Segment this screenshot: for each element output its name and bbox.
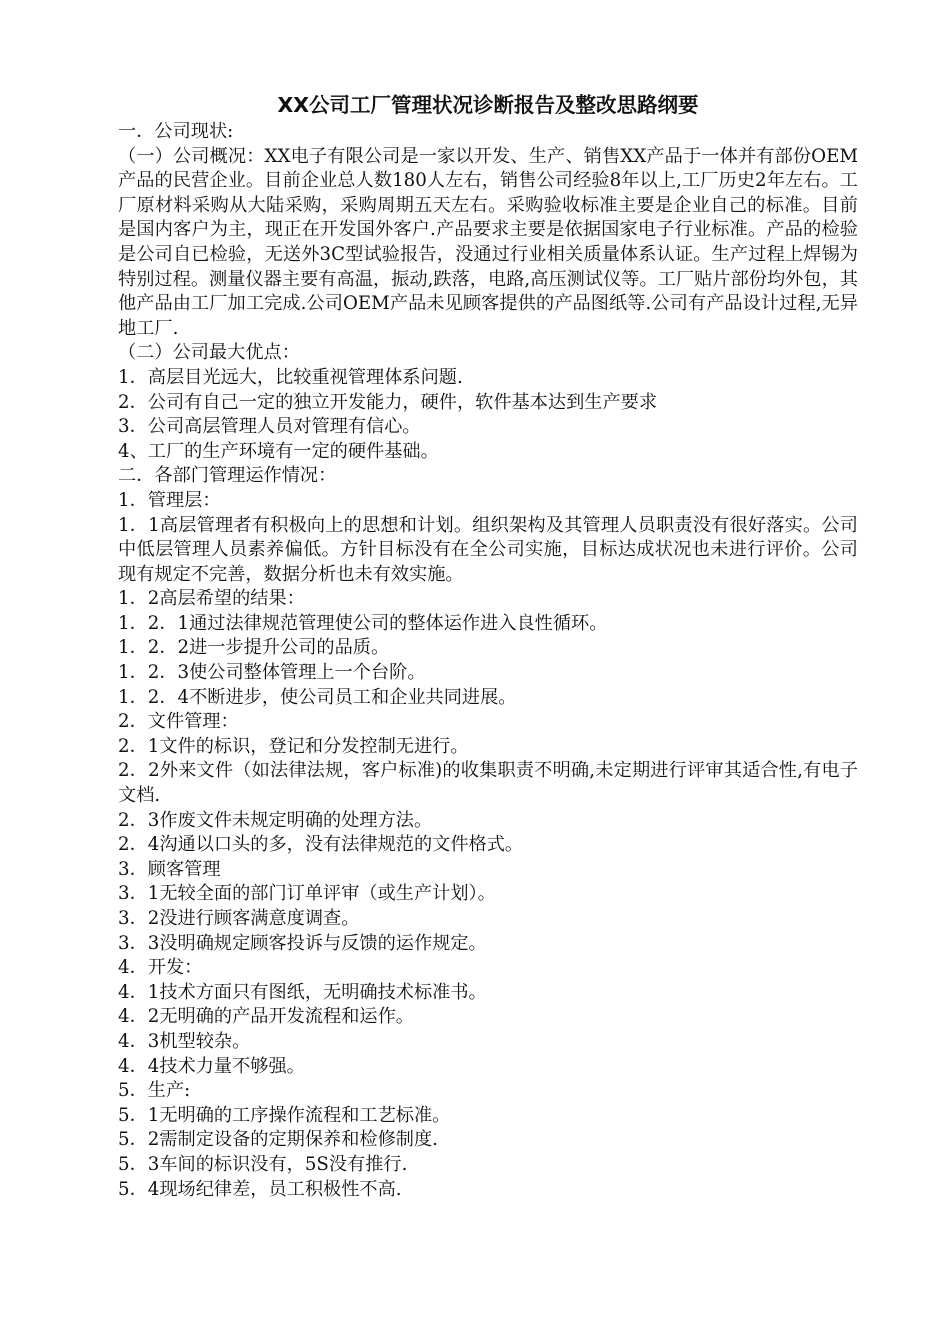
- text-line: 2．3作废文件未规定明确的处理方法。: [118, 809, 433, 831]
- text-line: 4．3机型较杂。: [118, 1030, 251, 1052]
- paragraph: 2．2外来文件（如法律法规，客户标准)的收集职责不明确,未定期进行评审其适合性,有电子文档.: [118, 760, 858, 807]
- text-line: 1．2．4不断进步，使公司员工和企业共同进展。: [118, 686, 517, 708]
- text-line: 1．2．1通过法律规范管理使公司的整体运作进入良性循环。: [118, 612, 608, 634]
- text-line: 1．2．3使公司整体管理上一个台阶。: [118, 662, 426, 684]
- text-line: 一．公司现状:: [118, 121, 234, 142]
- text-line: 4．4技术力量不够强。: [118, 1055, 305, 1077]
- text-line: 1．2．2进一步提升公司的品质。: [118, 637, 390, 659]
- text-line: 3．1无较全面的部门订单评审（或生产计划）。: [118, 883, 496, 905]
- document-lines: [118, 120, 858, 1202]
- text-line: 2．文件管理：: [118, 711, 239, 733]
- text-line: 1．管理层：: [118, 489, 221, 511]
- text-line: 5．3车间的标识没有，5S没有推行.: [118, 1153, 408, 1175]
- text-line: 3．2没进行顾客满意度调查。: [118, 908, 360, 929]
- text-line: 2．4沟通以口头的多，没有法律规范的文件格式。: [118, 834, 524, 856]
- text-line: 1．高层目光远大，比较重视管理体系问题.: [118, 366, 463, 388]
- paragraph: （一）公司概况：XX电子有限公司是一家以开发、生产、销售XX产品于一体并有部份OEM产品的民营企业。目前企业总人数180人左右，销售公司经验8年以上,工厂历史2年左右。工厂原材料采购从大陆采购，采购周期五天左右。采购验收标准主要是企业自己的标准。目前是国内客户为主，现正在开发国外客户.产品要求主要是依据国家电子行业标准。产品的检验是公司自已检验，无送外3C型试验报告，没通过行业相关质量体系认证。生产过程上焊锡为特别过程。测量仪器主要有高温，振动,跌落，电路,高压测试仪等。工厂贴片部份均外包，其他产品由工厂加工完成.公司OEM产品未见顾客提供的产品图纸等.公司有产品设计过程,无异地工厂.: [118, 145, 858, 339]
- text-line: 4、工厂的生产环境有一定的硬件基础。: [118, 440, 439, 462]
- text-line: 二．各部门管理运作情况：: [118, 465, 337, 487]
- text-line: 3．3没明确规定顾客投诉与反馈的运作规定。: [118, 932, 487, 954]
- text-line: 2．1文件的标识，登记和分发控制无进行。: [118, 735, 469, 757]
- document-title: XX公司工厂管理状况诊断报告及整改思路纲要: [277, 93, 699, 117]
- text-line: 5．1无明确的工序操作流程和工艺标准。: [118, 1104, 451, 1126]
- text-line: 5．2需制定设备的定期保养和检修制度.: [118, 1129, 438, 1151]
- text-line: 5．生产:: [118, 1080, 191, 1102]
- text-line: 1．2高层希望的结果：: [118, 588, 305, 610]
- text-line: 5．4现场纪律差，员工积极性不高.: [118, 1178, 402, 1200]
- text-line: （二）公司最大优点：: [118, 342, 300, 364]
- paragraph: 1．1高层管理者有积极向上的思想和计划。组织架构及其管理人员职责没有很好落实。公司中低层管理人员素养偏低。方针目标没有在全公司实施，目标达成状况也未进行评价。公司现有规定不完善，数据分析也未有效实施。: [118, 514, 858, 585]
- text-line: 3．顾客管理: [118, 858, 221, 880]
- text-line: 4．2无明确的产品开发流程和运作。: [118, 1006, 414, 1028]
- text-line: 3．公司高层管理人员对管理有信心。: [118, 416, 421, 438]
- document-body: [118, 92, 858, 1202]
- text-line: 2．公司有自己一定的独立开发能力，硬件，软件基本达到生产要求: [118, 391, 658, 413]
- text-line: 4．开发：: [118, 957, 203, 979]
- text-line: 4．1技术方面只有图纸，无明确技术标准书。: [118, 981, 487, 1003]
